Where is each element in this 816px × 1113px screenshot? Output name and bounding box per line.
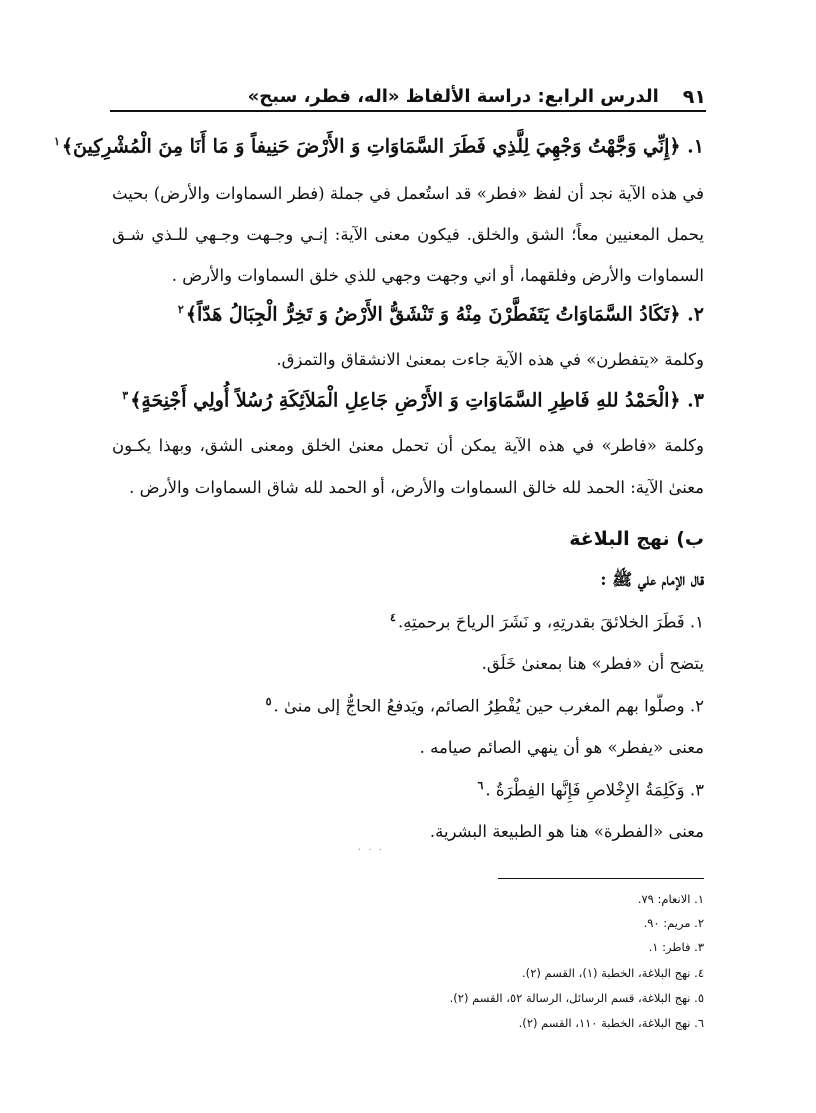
quote-3: [112, 779, 704, 800]
paragraph-1-line-2: يحمل المعنيين معاً؛ الشق والخلق. فيكون معنى الآية: إنـي وجـهت وجـهي للـذي شـق: [112, 225, 704, 244]
footnote-5: ٥. نهج البلاغة، قسم الرسائل، الرسالة ٥٢، القسم (٢).: [449, 991, 704, 1005]
explanation-2: معنى «يفطر» هو أن ينهي الصائم صيامه .: [419, 738, 704, 757]
footnote-6: ٦. نهج البلاغة، الخطبة ١١٠، القسم (٢).: [518, 1016, 704, 1030]
paragraph-3-line-2: معنىٰ الآية: الحمد لله خالق السماوات والأرض، أو الحمد لله شاق السماوات والأرض .: [129, 478, 704, 497]
footnote-2: ٢. مريم: ٩٠.: [643, 916, 704, 930]
page-header: [110, 78, 706, 112]
verse-2-text: ٢. ﴿تَكَادُ السَّمَاوَاتُ يَتَفَطَّرْنَ مِنْهُ وَ تَنْشَقُّ الأَرْضُ وَ تَخِرُّ الْجِبَالُ هَدّاً﴾: [185, 303, 704, 326]
footnote-3: ٣. فاطر: ١.: [648, 940, 704, 954]
quote-2: [112, 695, 704, 716]
verse-1: [53, 135, 704, 158]
footnote-4: ٤. نهج البلاغة، الخطبة (١)، القسم (٢).: [522, 966, 704, 980]
footnote-ref-2: ٢: [177, 303, 184, 316]
verse-2: [112, 303, 704, 325]
footnote-ref-4: ٤: [390, 611, 396, 624]
paragraph-1-line-3: السماوات والأرض وفلقهما، أو اني وجهت وجهي للذي خلق السماوات والأرض .: [171, 266, 704, 285]
quote-3-text: ٣. وَكَلِمَةُ الإِخْلاصِ فَإِنَّها الفِطْرَةُ .: [485, 780, 704, 800]
paragraph-2: وكلمة «يتفطرن» في هذه الآية جاءت بمعنىٰ الانشقاق والتمزق.: [276, 350, 704, 369]
quote-1-text: ١. فَطَرَ الخلائقَ بقدرتِهِ، و نَشَرَ الرياحَ برحمتِهِ.: [397, 612, 704, 632]
footnote-rule: [498, 878, 704, 879]
paragraph-1-line-1: في هذه الآية نجد أن لفظ «فطر» قد استُعمل في جملة (فطر السماوات والأرض) بحيث: [112, 184, 704, 203]
explanation-1: يتضح أن «فطر» هنا بمعنىٰ خَلَق.: [481, 654, 704, 673]
footnote-1: ١. الانعام: ٧٩.: [637, 892, 704, 906]
page-number: ٩١: [682, 86, 706, 108]
running-title: الدرس الرابع: دراسة الألفاظ «اله، فطر، سبح»: [247, 86, 659, 107]
footnote-ref-1: ١: [53, 135, 60, 148]
footnote-ref-5: ٥: [265, 695, 272, 708]
footnote-ref-6: ٦: [477, 779, 484, 792]
paragraph-3-line-1: وكلمة «فاطر» في هذه الآية يمكن أن تحمل معنىٰ الخلق ومعنى الشق، وبهذا يكـون: [112, 436, 704, 455]
scan-specks: · · ·: [358, 845, 384, 856]
section-intro: قال الإمام علي ﷺ :: [600, 570, 704, 589]
explanation-3: معنى «الفطرة» هنا هو الطبيعة البشرية.: [429, 822, 704, 841]
quote-2-text: ٢. وصلّوا بهم المغرب حين يُفْطِرُ الصائم، ويَدفعُ الحاجُّ إلى منىٰ .: [273, 696, 704, 716]
verse-3-text: ٣. ﴿الْحَمْدُ للهِ فَاطِرِ السَّمَاوَاتِ وَ الأَرْضِ جَاعِلِ الْمَلاَئِكَةِ رُسُلاً أُولِي أَجْنِحَةٍ﴾: [130, 389, 704, 412]
verse-1-text: ١. ﴿إِنِّي وَجَّهْتُ وَجْهِيَ لِلَّذِي فَطَرَ السَّمَاوَاتِ وَ الأَرْضَ حَنِيفاً وَ مَا أَنَا مِنَ الْمُشْرِكِينَ﴾: [61, 135, 704, 158]
footnote-ref-3: ٣: [122, 389, 129, 402]
verse-3: [112, 389, 704, 411]
section-heading: ب) نهج البلاغة: [569, 528, 704, 550]
quote-1: [112, 611, 704, 632]
